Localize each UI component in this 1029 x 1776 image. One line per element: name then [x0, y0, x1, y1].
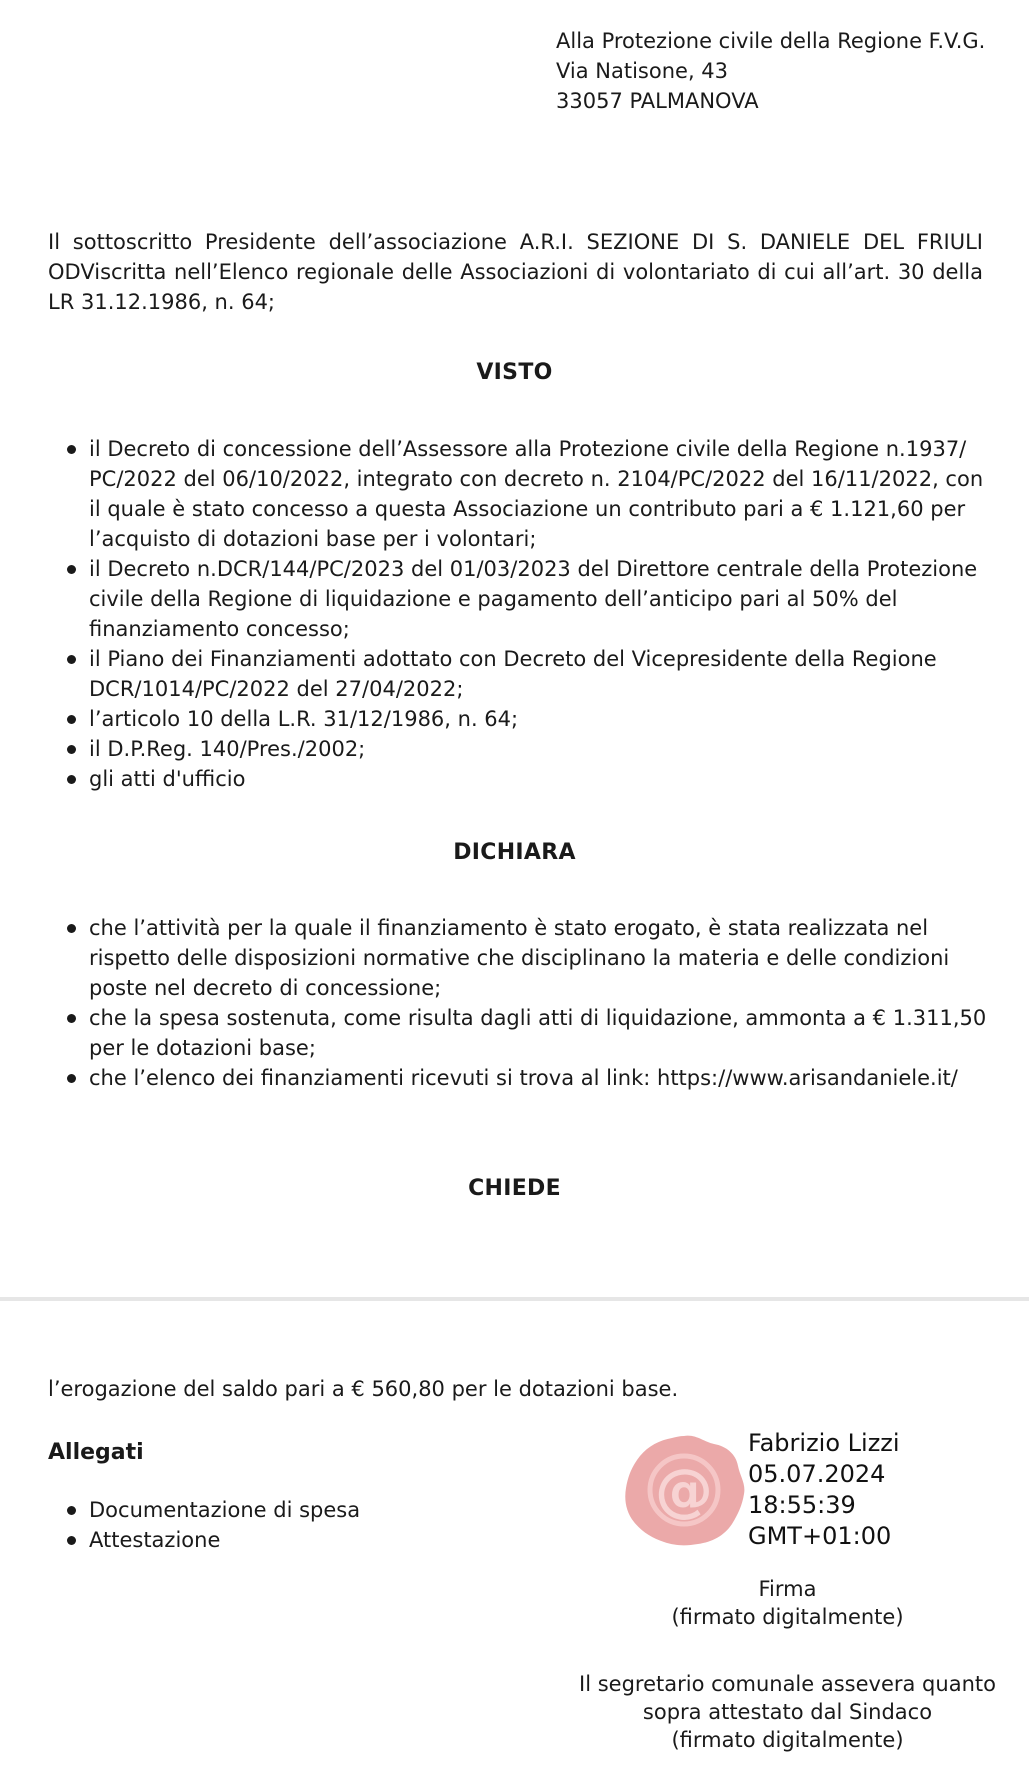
list-item: Documentazione di spesa [48, 1495, 468, 1525]
firma-note: (firmato digitalmente) [671, 1605, 904, 1629]
list-item: gli atti d'ufficio [48, 764, 988, 794]
signature-time: 18:55:39 [748, 1491, 856, 1519]
firma-label: Firma [758, 1577, 817, 1601]
intro-paragraph: Il sottoscritto Presidente dell’associazione A.R.I. SEZIONE DI S. DANIELE DEL FRIULI ODViscritta nell’Elenco regionale delle Associazioni di volontariato di cui all’art. 30 della LR 31.12.1986, n. 64; [48, 230, 983, 314]
list-item: che la spesa sostenuta, come risulta dagli atti di liquidazione, ammonta a € 1.311,50 per le dotazioni base; [48, 1003, 988, 1063]
list-item: che l’attività per la quale il finanziamento è stato erogato, è stata realizzata nel rispetto delle disposizioni normative che disciplinano la materia e delle condizioni poste nel decreto di concessione; [48, 913, 988, 1003]
dichiara-heading: DICHIARA [453, 840, 576, 865]
secretary-block [560, 1670, 1015, 1754]
svg-text:@: @ [655, 1456, 713, 1524]
allegati-heading: Allegati [48, 1440, 144, 1465]
list-item: che l’elenco dei finanziamenti ricevuti si trova al link: https://www.arisandaniele.it/ [48, 1063, 988, 1093]
signer-name: Fabrizio Lizzi [748, 1429, 900, 1457]
list-item: il Piano dei Finanziamenti adottato con Decreto del Vicepresidente della Regione DCR/1014/PC/2022 del 27/04/2022; [48, 644, 988, 704]
list-item: il Decreto di concessione dell’Assessore alla Protezione civile della Regione n.1937/ PC/2022 del 06/10/2022, integrato con decreto n. 2104/PC/2022 del 16/11/2022, con il quale è stato concesso a questa Associazione un contributo pari a € 1.121,60 per l’acquisto di dotazioni base per i volontari; [48, 434, 988, 554]
firma-block [560, 1575, 1015, 1631]
recipient-line-2: Via Natisone, 43 [556, 59, 729, 83]
secretary-line-1: Il segretario comunale assevera quanto [579, 1672, 996, 1696]
signature-timezone: GMT+01:00 [748, 1522, 892, 1550]
visto-list [48, 434, 988, 794]
page-divider [0, 1297, 1029, 1301]
chiede-heading: CHIEDE [468, 1176, 561, 1201]
dichiara-list [48, 913, 988, 1093]
recipient-line-3: 33057 PALMANOVA [556, 89, 759, 113]
signature-date: 05.07.2024 [748, 1460, 886, 1488]
list-item: Attestazione [48, 1525, 468, 1555]
list-item: il Decreto n.DCR/144/PC/2023 del 01/03/2023 del Direttore centrale della Protezione civile della Regione di liquidazione e pagamento dell’anticipo pari al 50% del finanziamento concesso; [48, 554, 988, 644]
allegati-list [48, 1495, 468, 1555]
secretary-line-3: (firmato digitalmente) [671, 1728, 904, 1752]
list-item: l’articolo 10 della L.R. 31/12/1986, n. 64; [48, 704, 988, 734]
recipient-line-1: Alla Protezione civile della Regione F.V.G. [556, 29, 986, 53]
recipient-address [556, 26, 985, 116]
wax-seal-at-icon [620, 1430, 748, 1550]
chiede-text: l’erogazione del saldo pari a € 560,80 per le dotazioni base. [48, 1377, 679, 1401]
visto-heading: VISTO [476, 360, 553, 385]
signature-metadata [748, 1428, 900, 1552]
secretary-line-2: sopra attestato dal Sindaco [642, 1700, 933, 1724]
list-item: il D.P.Reg. 140/Pres./2002; [48, 734, 988, 764]
